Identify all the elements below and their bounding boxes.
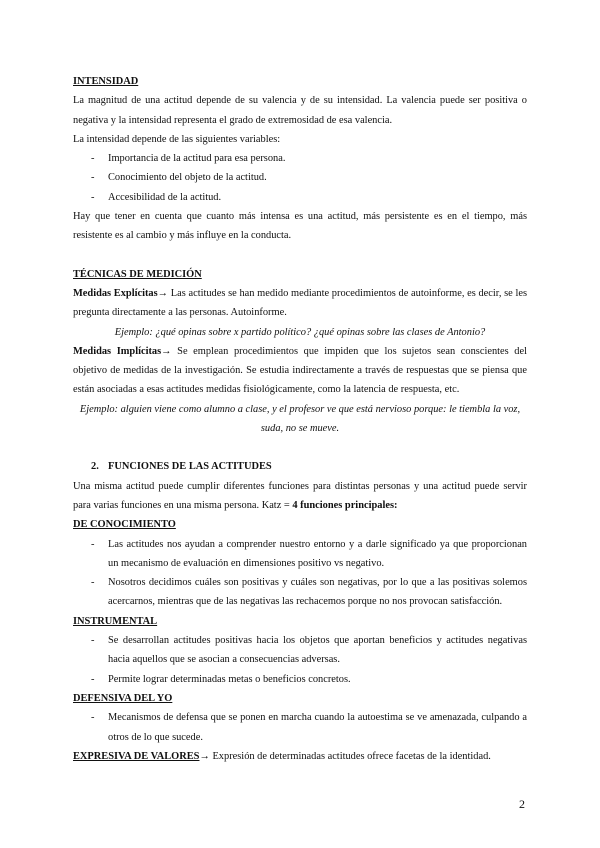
medidas-implicitas-label: Medidas Implícitas→: [73, 345, 172, 357]
list-item: - Se desarrollan actitudes positivas hacia los objetos que aportan beneficios y actitudes negativas hacia aquellos que se asocian a consecuencias adversas.: [73, 631, 527, 670]
instrumental-list: [73, 631, 527, 689]
list-item: - Accesibilidad de la actitud.: [73, 188, 527, 207]
medidas-explicitas-label: Medidas Explícitas→: [73, 287, 169, 299]
expresiva-paragraph: [73, 747, 527, 766]
list-item: - Importancia de la actitud para esa persona.: [73, 149, 527, 168]
section-number: 2.: [91, 461, 99, 473]
expresiva-heading: EXPRESIVA DE VALORES: [73, 750, 200, 762]
medidas-implicitas-paragraph: [73, 342, 527, 400]
funciones-heading: FUNCIONES DE LAS ACTITUDES: [108, 461, 272, 473]
ejemplo-explicitas: Ejemplo: ¿qué opinas sobre x partido político? ¿qué opinas sobre las clases de Antonio?: [114, 326, 486, 338]
list-item: - Conocimiento del objeto de la actitud.: [73, 168, 527, 187]
funciones-intro-text: Una misma actitud puede cumplir diferentes funciones para distintas personas y una actitud puede servir para varias funciones en una misma persona. Katz =: [73, 480, 527, 511]
instrumental-heading: INSTRUMENTAL: [73, 615, 158, 627]
intensidad-paragraph-1: La magnitud de una actitud depende de su valencia y de su intensidad. La valencia puede ser positiva o negativa y la intensidad representa el grado de extremosidad de esa valencia.: [73, 95, 527, 126]
list-item: - Nosotros decidimos cuáles son positivas y cuáles son negativas, por lo que a las positivas solemos acercarnos, mientras que de las negativas las rechacemos porque no nos provocan satisfacción.: [73, 573, 527, 612]
conocimiento-list: [73, 535, 527, 612]
medidas-implicitas-text: Se emplean procedimientos que impiden que los sujetos sean conscientes del objetivo de medidas de la investigación. Se estudia indirectamente a través de respuestas que se piensa que están asociadas a esas actitudes medidas fisiológicamente, como la latencia de respuesta, etc.: [73, 345, 527, 396]
funciones-section-title: [91, 457, 527, 476]
intensidad-heading: INTENSIDAD: [73, 76, 139, 87]
list-item: - Permite lograr determinadas metas o beneficios concretos.: [73, 670, 527, 689]
list-item: - Mecanismos de defensa que se ponen en marcha cuando la autoestima se ve amenazada, culpando a otros de lo que sucede.: [73, 708, 527, 747]
tecnicas-heading: TÉCNICAS DE MEDICIÓN: [73, 268, 202, 280]
medidas-explicitas-paragraph: [73, 284, 527, 323]
funciones-intro-bold: 4 funciones principales:: [292, 499, 398, 511]
medidas-explicitas-text: Las actitudes se han medido mediante procedimientos de autoinforme, es decir, se les pregunta directamente a las personas. Autoinforme.: [73, 287, 528, 319]
defensiva-heading: DEFENSIVA DEL YO: [73, 692, 173, 704]
page-number: 2: [519, 797, 525, 811]
list-item: - Las actitudes nos ayudan a comprender nuestro entorno y a darle significado ya que proporcionan un mecanismo de evaluación en dimensiones positivo vs negativo.: [73, 535, 527, 574]
page-content: [73, 72, 527, 766]
intensidad-paragraph-3: Hay que tener en cuenta que cuanto más intensa es una actitud, más persistente es en el tiempo, más resistente es al cambio y más influye en la conducta.: [73, 211, 527, 242]
intensidad-variables-list: [73, 149, 527, 207]
conocimiento-heading: DE CONOCIMIENTO: [73, 519, 176, 531]
defensiva-list: [73, 708, 527, 747]
expresiva-text: → Expresión de determinadas actitudes ofrece facetas de la identidad.: [199, 750, 491, 762]
ejemplo-implicitas: Ejemplo: alguien viene como alumno a clase, y el profesor ve que está nervioso porque: le tiembla la voz, suda, no se mueve.: [79, 403, 521, 435]
funciones-intro: [73, 477, 527, 516]
intensidad-paragraph-2: La intensidad depende de las siguientes variables:: [73, 133, 281, 145]
